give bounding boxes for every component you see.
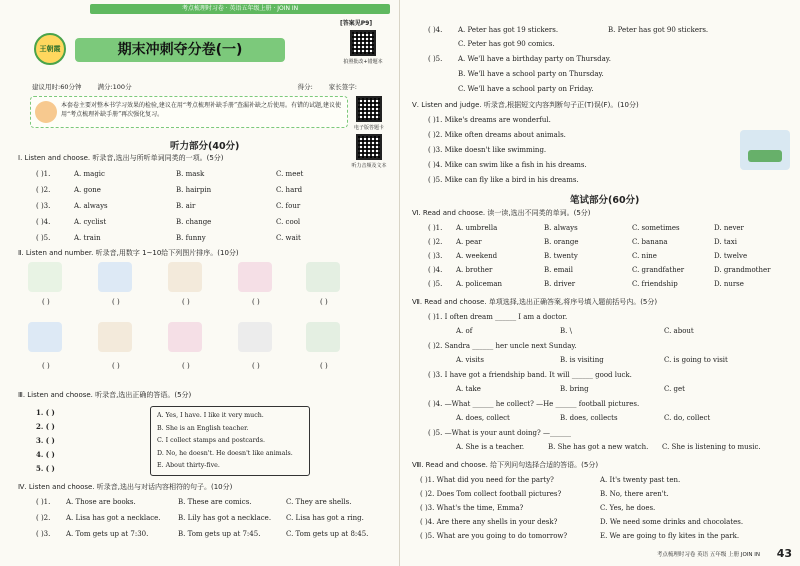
list-item: ( )5. What are you going to do tomorrow? E. We are going to fly kites in the park. [420, 532, 740, 540]
list-item: ( )1. A. umbrella B. always C. sometimes D. never [428, 224, 744, 232]
picture-boy-running [98, 262, 132, 292]
answer-blank[interactable]: ( ) [320, 298, 328, 306]
list-item: ( )4. Are there any shells in your desk? D. We need some drinks and chocolates. [420, 518, 744, 526]
answer-reference: [答案见P9] [340, 20, 373, 27]
list-item: ( )4. A. brother B. email C. grandfather D. grandmother [428, 266, 771, 274]
q2-heading: Ⅱ. Listen and number. 听录音,用数字 1~10给下列图片排序。(10分) [18, 249, 239, 257]
answer-blank[interactable]: ( ) [42, 298, 50, 306]
q7-options-1: A. of B. \ C. about [456, 327, 694, 335]
list-item: B. She is an English teacher. [157, 424, 249, 432]
q7-question-2[interactable]: ( )2. Sandra ______ her uncle next Sunday. [428, 342, 577, 350]
list-item: B. We'll have a school party on Thursday. [458, 70, 604, 78]
picture-boy-swimming [28, 322, 62, 352]
answer-blank[interactable]: ( ) [112, 298, 120, 306]
answer-blank[interactable]: ( ) [252, 298, 260, 306]
written-section-title: 笔试部分(60分) [570, 195, 640, 206]
list-item[interactable]: ( )3. Mike doesn't like swimming. [428, 146, 547, 154]
list-item: ( )3. A. Tom gets up at 7:30. B. Tom gets up at 7:45. C. Tom gets up at 8:45. [36, 530, 369, 538]
list-item: ( )2. A. gone B. hairpin C. hard [36, 186, 303, 194]
list-item[interactable]: ( )1. Mike's dreams are wonderful. [428, 116, 551, 124]
picture-bed [306, 322, 340, 352]
parent-signature-field[interactable]: 家长签字: [328, 83, 357, 91]
list-item: ( )1. What did you need for the party? A. It's twenty past ten. [420, 476, 681, 484]
listening-section-title: 听力部分(40分) [170, 141, 240, 152]
q7-question-4[interactable]: ( )4. —What ______ he collect? —He ______ football pictures. [428, 400, 640, 408]
q7-options-2: A. visits B. is visiting C. is going to visit [456, 356, 728, 364]
answer-blank[interactable]: ( ) [182, 298, 190, 306]
intro-note [30, 96, 348, 128]
q1-heading: Ⅰ. Listen and choose. 听录音,选出与所听单词同类的一项。(5分) [18, 154, 224, 162]
answer-blank[interactable]: 3. ( ) [36, 436, 55, 445]
q7-heading: Ⅶ. Read and choose. 单项选择,选出正确答案,将序号填入题前括号内。(5分) [412, 298, 658, 306]
list-item: ( )2. A. pear B. orange C. banana D. taxi [428, 238, 737, 246]
picture-girl-scooter [168, 262, 202, 292]
brand-logo: 王朝霞 [34, 33, 66, 65]
list-item: ( )2. Does Tom collect football pictures? B. No, there aren't. [420, 490, 669, 498]
q3-answer-blanks [36, 406, 55, 476]
list-item: ( )2. A. Lisa has got a necklace. B. Lily has got a necklace. C. Lisa has got a ring. [36, 514, 364, 522]
answer-blank[interactable]: 2. ( ) [36, 422, 55, 431]
q3-answer-options [150, 406, 310, 476]
full-score: 满分:100分 [97, 83, 132, 91]
q7-options-5: A. She is a teacher. B. She has got a new watch. C. She is listening to music. [456, 443, 761, 451]
student-avatar-icon [35, 101, 57, 123]
list-item: ( )3. A. always B. air C. four [36, 202, 301, 210]
q5-heading: Ⅴ. Listen and judge. 听录音,根据短文内容判断句子正(T)误(F)。(10分) [412, 101, 639, 109]
list-item: C. Peter has got 90 comics. [458, 40, 555, 48]
list-item[interactable]: ( )4. Mike can swim like a fish in his dreams. [428, 161, 587, 169]
right-page [400, 0, 800, 566]
suggested-time: 建议用时:60分钟 [32, 83, 82, 91]
list-item: E. About thirty-five. [157, 462, 220, 469]
picture-pillows [306, 262, 340, 292]
exam-meta [32, 82, 392, 91]
score-field[interactable]: 得分: [297, 83, 313, 91]
list-item: A. Yes, I have. I like it very much. [157, 412, 264, 419]
q4-heading: Ⅳ. Listen and choose. 听录音,选出与对话内容相符的句子。(10分) [18, 483, 233, 491]
qr-code-audio[interactable] [356, 134, 382, 160]
list-item: ( )1. A. Those are books. B. These are comics. C. They are shells. [36, 498, 352, 506]
qr-label-audio: 听力音频及文本 [351, 163, 387, 169]
list-item: C. We'll have a school party on Friday. [458, 85, 594, 93]
answer-blank[interactable]: 1. ( ) [36, 408, 55, 417]
list-item: D. No, he doesn't. He doesn't like animals. [157, 449, 293, 457]
q7-question-1[interactable]: ( )1. I often dream ______ I am a doctor. [428, 313, 568, 321]
picture-panda [238, 322, 272, 352]
list-item: ( )1. A. magic B. mask C. meet [36, 170, 304, 178]
q7-options-4: A. does, collect B. does, collects C. do, collect [456, 414, 711, 422]
picture-girl-camera [168, 322, 202, 352]
list-item[interactable]: ( )5. Mike can fly like a bird in his dreams. [428, 176, 579, 184]
answer-blank[interactable]: 5. ( ) [36, 464, 55, 473]
picture-kids-playing [28, 262, 62, 292]
q7-options-3: A. take B. bring C. get [456, 385, 685, 393]
qr-label-answer-sheet: 电子版答题卡 [353, 125, 384, 131]
answer-blank[interactable]: ( ) [182, 362, 190, 370]
list-item[interactable]: ( )2. Mike often dreams about animals. [428, 131, 566, 139]
qr-code-answer-sheet[interactable] [356, 96, 382, 122]
list-item: ( )3. A. weekend B. twenty C. nine D. twelve [428, 252, 748, 260]
list-item: ( )5. A. policeman B. driver C. friendship D. nurse [428, 280, 744, 288]
q8-heading: Ⅷ. Read and choose. 给下列问句选择合适的答语。(5分) [412, 461, 599, 469]
q7-question-5[interactable]: ( )5. —What is your aunt doing? —______ [428, 429, 571, 437]
list-item: C. I collect stamps and postcards. [157, 437, 265, 444]
answer-blank[interactable]: 4. ( ) [36, 450, 55, 459]
q6-heading: Ⅵ. Read and choose. 读一读,选出不同类的单词。(5分) [412, 209, 591, 217]
list-item: ( )5. A. train B. funny C. wait [36, 234, 301, 242]
q7-question-3[interactable]: ( )3. I have got a friendship band. It will ______ good luck. [428, 371, 632, 379]
picture-dancer [238, 262, 272, 292]
list-item: ( )4. A. Peter has got 19 stickers. B. Peter has got 90 stickers. [428, 26, 709, 34]
page-title: 期末冲刺夺分卷(一) [75, 38, 285, 62]
answer-blank[interactable]: ( ) [320, 362, 328, 370]
footer-text: 考点梳理时习卷 英语 五年级 上册 JOIN IN [656, 552, 760, 558]
qr-label-grading: 拍照批改+错题本 [343, 59, 383, 65]
intro-text: 本套卷主要对整本书学习效果的检验,建议在用“考点梳理补缺手册”查漏补缺之后使用。有错的试题,建议使用“考点梳理补缺手册”再次强化复习。 [61, 102, 341, 118]
top-banner: 考点梳理时习卷 · 英语五年级上册 · JOIN IN [90, 4, 390, 14]
answer-blank[interactable]: ( ) [252, 362, 260, 370]
answer-blank[interactable]: ( ) [42, 362, 50, 370]
list-item: ( )3. What's the time, Emma? C. Yes, he does. [420, 504, 656, 512]
list-item: ( )5. A. We'll have a birthday party on Thursday. [428, 55, 611, 63]
answer-blank[interactable]: ( ) [112, 362, 120, 370]
picture-family-dancing [98, 322, 132, 352]
sleeping-boy-picture [740, 130, 790, 170]
qr-code-grading[interactable] [350, 30, 376, 56]
list-item: ( )4. A. cyclist B. change C. cool [36, 218, 301, 226]
q3-heading: Ⅲ. Listen and choose. 听录音,选出正确的答语。(5分) [18, 391, 192, 399]
page-number: 43 [776, 547, 792, 560]
